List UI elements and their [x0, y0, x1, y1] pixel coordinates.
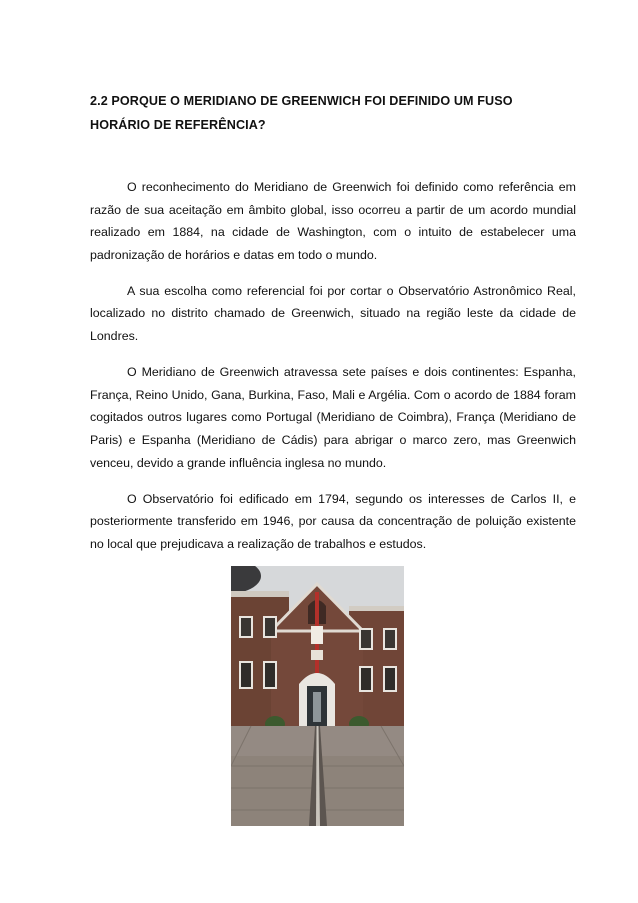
observatory-photo	[231, 566, 404, 826]
section-heading: 2.2 PORQUE O MERIDIANO DE GREENWICH FOI DEFINIDO UM FUSO HORÁRIO DE REFERÊNCIA?	[90, 94, 513, 132]
paragraph-meridian-recognition: O reconhecimento do Meridiano de Greenwich foi definido como referência em razão de sua aceitação em âmbito global, isso ocorreu a partir de um acordo mundial realizado em 1884, na cidade de Washington, com o intuito de estabelecer uma padronização de horários e datas em todo o mundo.	[90, 180, 576, 262]
paragraph-countries-crossed: O Meridiano de Greenwich atravessa sete países e dois continentes: Espanha, França, Reino Unido, Gana, Burkina, Faso, Mali e Argélia. Com o acordo de 1884 foram cogitados outros lugares como Portugal (Meridiano de Coimbra), França (Meridiano de Paris) e Espanha (Meridiano de Cádis) para abrigar o marco zero, mas Greenwich venceu, devido a grande influência inglesa no mundo.	[90, 365, 576, 470]
body-text	[90, 176, 576, 569]
paragraph-observatory-history: O Observatório foi edificado em 1794, segundo os interesses de Carlos II, e posteriormente transferido em 1946, por causa da concentração de poluição existente no local que prejudicava a realização de trabalhos e estudos.	[90, 491, 576, 551]
paragraph-choice-reason: A sua escolha como referencial foi por cortar o Observatório Astronômico Real, localizado no distrito chamado de Greenwich, situado na região leste da cidade de Londres.	[90, 283, 576, 344]
